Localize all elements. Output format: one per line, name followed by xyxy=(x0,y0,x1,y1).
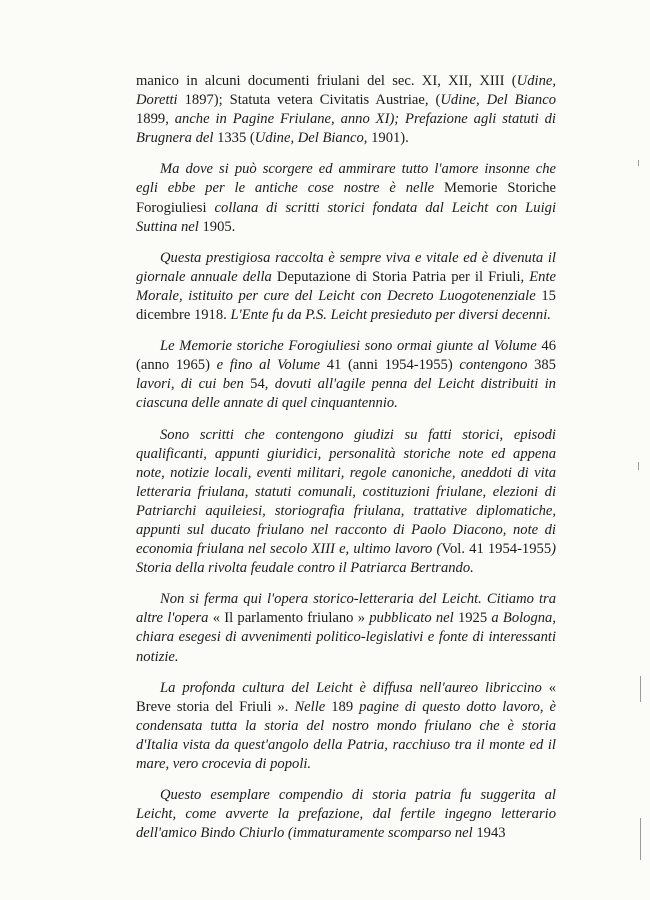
italic-text-run: ) Storia della rivolta feudale contro il Patriarca Bertrando. xyxy=(136,541,556,577)
italic-text-run: Ma dove si può scorgere ed ammirare tutto l'amore insonne che egli ebbe per le antiche cose nostre è nelle xyxy=(136,161,556,197)
italic-text-run: Udine, Doretti xyxy=(136,73,556,109)
roman-text-run: 1335 ( xyxy=(213,130,255,147)
italic-text-run: Non si ferma qui l'opera storico-letteraria del Leicht. Citiamo tra altre l'opera xyxy=(136,591,556,627)
paragraph xyxy=(136,249,556,325)
roman-text-run: 54, xyxy=(243,376,275,393)
italic-text-run: Sono scritti che contengono giudizi su fatti storici, episodi qualificanti, appunti giuridici, personalità storiche note ed appena note, notizie locali, eventi militari, regole canoniche, aneddoti di vita letteraria friulana, statuti comunali, costituzioni friulane, elezioni di Patriarchi aquileiesi, storiografia friulana, trattative diplomatiche, appunti sul ducato friulano nel racconto di Paolo Diacono, note di economia friulana nel secolo XIII e, ultimo lavoro ( xyxy=(136,426,556,558)
roman-text-run: 41 (anni 1954-1955) xyxy=(320,357,460,374)
roman-text-run: 1905. xyxy=(198,218,236,235)
roman-text-run: 15 dicembre 1918. xyxy=(136,287,556,324)
italic-text-run: a Bologna, chiara esegesi di avvenimenti politico-legislativi e fonte di interessanti notizie. xyxy=(136,610,557,665)
body-text xyxy=(136,72,556,843)
roman-text-run: 189 xyxy=(325,698,360,715)
italic-text-run: lavori, di cui ben xyxy=(136,376,244,393)
italic-text-run: Questa prestigiosa raccolta è sempre viva e vitale ed è divenuta il giornale annuale della xyxy=(136,249,556,285)
roman-text-run: Vol. 41 1954-1955 xyxy=(441,541,552,558)
italic-text-run: dovuti all'agile penna del Leicht distribuiti in ciascuna delle annate di quel cinquantennio. xyxy=(136,376,556,412)
roman-text-run: 46 (anno 1965) xyxy=(136,338,556,374)
italic-text-run: collana di scritti storici fondata dal Leicht con Luigi Suttina nel xyxy=(136,199,556,235)
paragraph xyxy=(136,337,556,413)
paragraph xyxy=(136,786,556,843)
italic-text-run: Le Memorie storiche Forogiuliesi sono ormai giunte al Volume xyxy=(160,338,537,355)
paragraph xyxy=(136,72,556,148)
scan-mark xyxy=(638,462,639,470)
italic-text-run: Ente Morale, istituito per cure del Leicht con Decreto Luogotenenziale xyxy=(136,268,557,304)
roman-text-run: Memorie Storiche Forogiuliesi xyxy=(136,180,556,216)
paragraph xyxy=(136,679,556,774)
paragraph xyxy=(136,160,556,236)
roman-text-run: Deputazione di Storia Patria per il Friuli, xyxy=(271,268,530,285)
roman-text-run: 1897); Statuta vetera Civitatis Austriae, ( xyxy=(177,92,441,109)
roman-text-run: 385 xyxy=(527,357,556,374)
italic-text-run: Udine, Del Bianco, xyxy=(254,130,368,147)
italic-text-run: Nelle xyxy=(294,698,326,715)
roman-text-run: 1901). xyxy=(367,130,409,147)
italic-text-run: La profonda cultura del Leicht è diffusa nell'aureo libriccino xyxy=(160,679,542,696)
italic-text-run: pagine di questo dotto lavoro, è condensata tutta la storia del nostro mondo friulano che è storia d'Italia vista da quest'angolo della Patria, racchiuso tra il monte ed il mare, vero crocevia di popoli. xyxy=(136,698,556,772)
roman-text-run: « Il parlamento friulano » xyxy=(212,610,370,627)
roman-text-run: 1899, xyxy=(136,111,175,128)
italic-text-run: e fino al Volume xyxy=(216,357,321,374)
roman-text-run: manico in alcuni documenti friulani del sec. XI, XII, XIII ( xyxy=(136,73,517,89)
italic-text-run: L'Ente fu da P.S. Leicht presieduto per diversi decenni. xyxy=(230,307,551,324)
italic-text-run: Udine, Del Bianco xyxy=(440,92,556,109)
paragraph xyxy=(136,426,556,579)
italic-text-run: anche in Pagine Friulane, anno XI); Prefazione agli statuti di Brugnera del xyxy=(136,111,556,147)
scan-mark xyxy=(638,160,639,166)
scan-mark xyxy=(640,676,641,702)
paragraph xyxy=(136,590,556,666)
roman-text-run: « Breve storia del Friuli ». xyxy=(136,679,556,715)
italic-text-run: pubblicato nel xyxy=(369,610,454,627)
italic-text-run: Questo esemplare compendio di storia patria fu suggerita al Leicht, come avverte la prefazione, dal fertile ingegno letterario dell'amico Bindo Chiurlo (immaturamente scomparso nel xyxy=(136,787,556,842)
roman-text-run: 1925 xyxy=(453,610,492,627)
italic-text-run: contengono xyxy=(459,357,528,374)
roman-text-run: 1943 xyxy=(472,825,506,842)
scan-mark xyxy=(640,818,641,860)
